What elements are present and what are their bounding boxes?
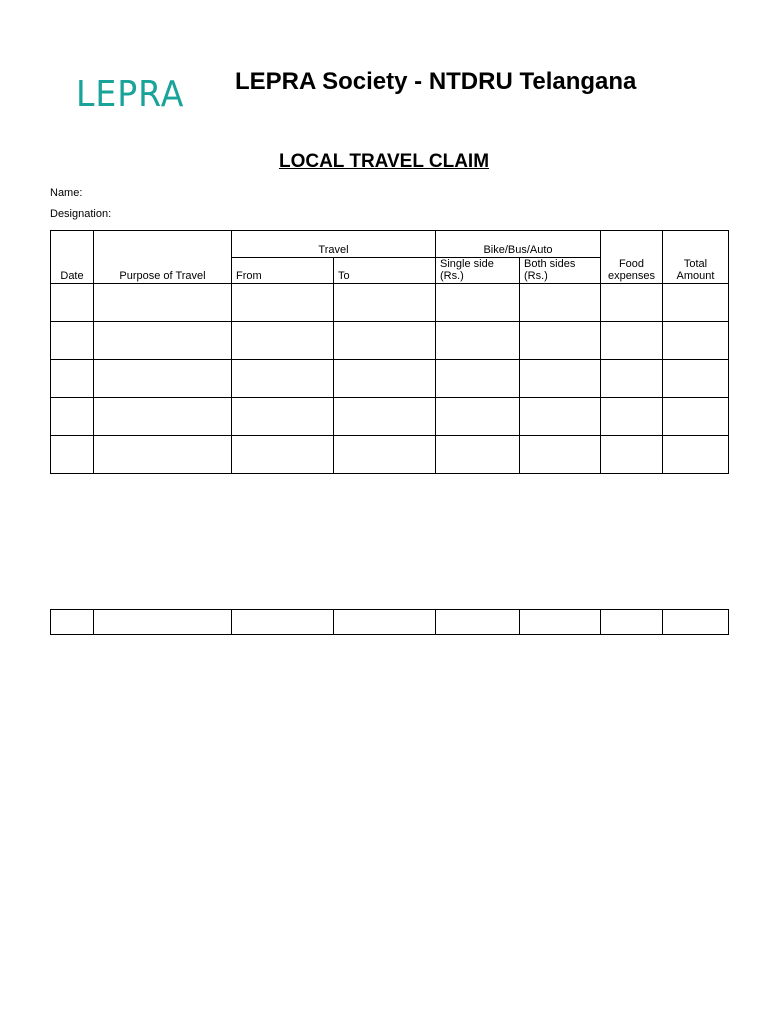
header-to [334, 258, 436, 284]
cell-from[interactable] [232, 322, 334, 360]
cell-single-side[interactable] [436, 322, 520, 360]
cell-single-side[interactable] [436, 398, 520, 436]
cell-date[interactable] [51, 360, 94, 398]
cell-date[interactable] [51, 284, 94, 322]
cell-to[interactable] [334, 322, 436, 360]
totals-cell-date[interactable] [51, 610, 94, 635]
cell-total[interactable] [663, 322, 729, 360]
cell-single-side[interactable] [436, 360, 520, 398]
cell-both-sides[interactable] [520, 436, 601, 474]
organization-title: LEPRA Society - NTDRU Telangana [235, 68, 637, 95]
cell-single-side[interactable] [436, 284, 520, 322]
name-field-label: Name: [50, 187, 83, 199]
header-vehicle-label: Bike/Bus/Auto [483, 244, 553, 256]
cell-total[interactable] [663, 360, 729, 398]
cell-single-side[interactable] [436, 436, 520, 474]
cell-food[interactable] [601, 322, 663, 360]
cell-both-sides[interactable] [520, 284, 601, 322]
cell-both-sides[interactable] [520, 360, 601, 398]
header-total-line2: Amount [676, 270, 715, 282]
cell-both-sides[interactable] [520, 322, 601, 360]
header-travel-label: Travel [318, 244, 349, 256]
cell-purpose[interactable] [94, 360, 232, 398]
header-both-line2: (Rs.) [524, 270, 548, 282]
header-single-line2: (Rs.) [440, 270, 464, 282]
cell-food[interactable] [601, 398, 663, 436]
totals-cell-to[interactable] [334, 610, 436, 635]
table-row [51, 322, 729, 360]
table-row [51, 436, 729, 474]
travel-claim-table [50, 230, 729, 474]
cell-both-sides[interactable] [520, 398, 601, 436]
header-single-line1: Single side [440, 258, 494, 270]
totals-cell-purpose[interactable] [94, 610, 232, 635]
cell-food[interactable] [601, 284, 663, 322]
header-both-line1: Both sides [524, 258, 576, 270]
table-row [51, 360, 729, 398]
header-food-line1: Food [618, 258, 645, 270]
header-from-label: From [236, 270, 262, 282]
cell-food[interactable] [601, 436, 663, 474]
header-food-line2: expenses [607, 270, 656, 282]
cell-date[interactable] [51, 398, 94, 436]
cell-from[interactable] [232, 398, 334, 436]
cell-from[interactable] [232, 360, 334, 398]
header-single-side [436, 258, 520, 284]
header-row-top [51, 231, 729, 258]
header-food [601, 231, 663, 284]
header-purpose [94, 231, 232, 284]
cell-to[interactable] [334, 284, 436, 322]
designation-field-label: Designation: [50, 208, 112, 220]
totals-cell-both-sides[interactable] [520, 610, 601, 635]
cell-purpose[interactable] [94, 322, 232, 360]
form-title: LOCAL TRAVEL CLAIM [278, 151, 490, 172]
totals-cell-from[interactable] [232, 610, 334, 635]
header-total [663, 231, 729, 284]
cell-total[interactable] [663, 436, 729, 474]
cell-purpose[interactable] [94, 284, 232, 322]
cell-to[interactable] [334, 398, 436, 436]
cell-from[interactable] [232, 284, 334, 322]
cell-purpose[interactable] [94, 398, 232, 436]
totals-row [51, 610, 729, 635]
totals-cell-total[interactable] [663, 610, 729, 635]
cell-to[interactable] [334, 436, 436, 474]
header-total-line1: Total [683, 258, 708, 270]
totals-cell-single-side[interactable] [436, 610, 520, 635]
header-date-label: Date [60, 270, 84, 282]
cell-to[interactable] [334, 360, 436, 398]
header-vehicle-group [436, 231, 601, 258]
cell-date[interactable] [51, 436, 94, 474]
totals-cell-food[interactable] [601, 610, 663, 635]
header-date [51, 231, 94, 284]
table-row [51, 284, 729, 322]
header-from [232, 258, 334, 284]
cell-food[interactable] [601, 360, 663, 398]
header-to-label: To [338, 270, 350, 282]
cell-date[interactable] [51, 322, 94, 360]
header-purpose-label: Purpose of Travel [119, 270, 206, 282]
totals-table [50, 609, 729, 635]
table-row [51, 398, 729, 436]
cell-total[interactable] [663, 398, 729, 436]
cell-purpose[interactable] [94, 436, 232, 474]
cell-total[interactable] [663, 284, 729, 322]
cell-from[interactable] [232, 436, 334, 474]
header-travel-group [232, 231, 436, 258]
lepra-logo: LEPRA [76, 74, 185, 115]
header-both-sides [520, 258, 601, 284]
